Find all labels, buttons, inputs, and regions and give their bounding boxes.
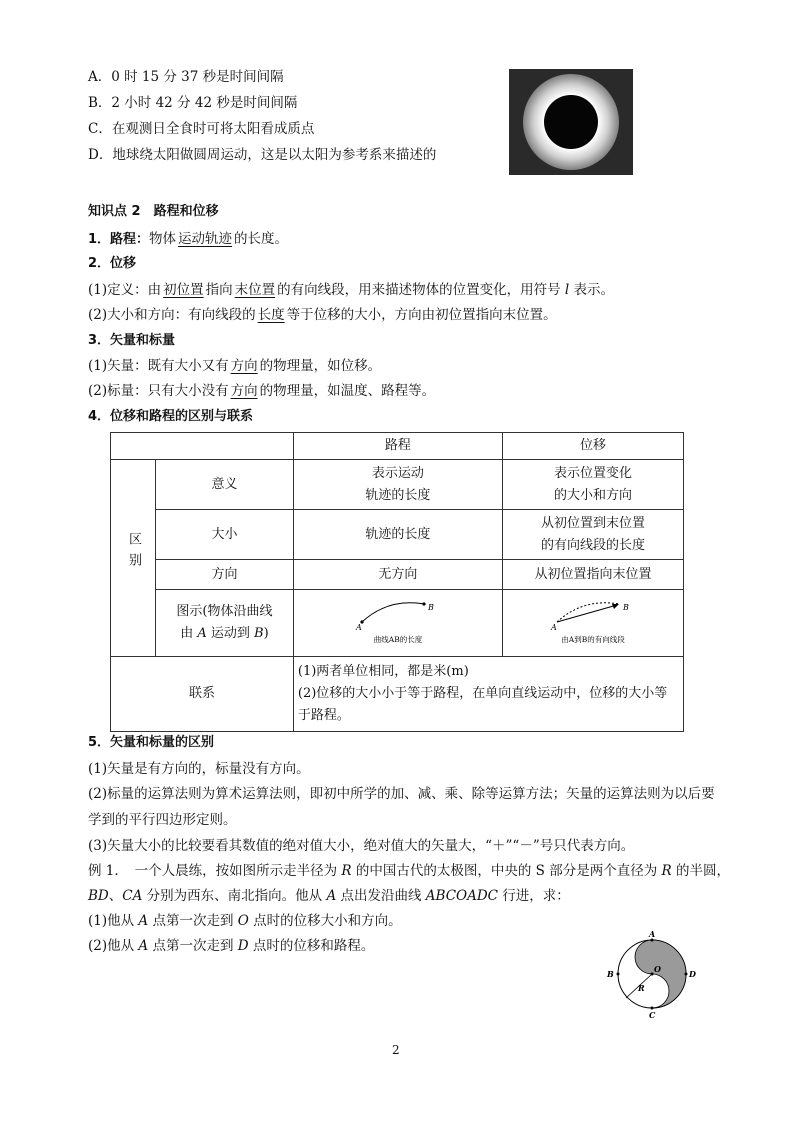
row-direction-path: 无方向 [293, 560, 502, 590]
section-4-heading: 4．位移和路程的区别与联系 [88, 409, 254, 424]
svg-text:C: C [649, 1010, 656, 1020]
row-meaning-path: 表示运动 轨迹的长度 [293, 460, 502, 510]
svg-text:D: D [689, 969, 696, 979]
svg-text:曲线AB的长度: 曲线AB的长度 [373, 635, 423, 644]
svg-text:A: A [649, 929, 656, 939]
section-2-heading: 2．位移 [88, 256, 137, 271]
option-d: D．地球绕太阳做圆周运动，这是以太阳为参考系来描述的 [88, 147, 437, 163]
option-a: A．0 时 15 分 37 秒是时间间隔 [88, 69, 284, 85]
header-path: 路程 [293, 433, 502, 460]
header-displacement: 位移 [502, 433, 683, 460]
option-c: C．在观测日全食时可将太阳看成质点 [88, 121, 315, 137]
section-5-heading: 5．矢量和标量的区别 [88, 735, 215, 750]
blank-trajectory: 运动轨迹 [178, 231, 233, 247]
row-meaning-disp: 表示位置变化 的大小和方向 [502, 460, 683, 510]
path-curve-diagram [348, 592, 448, 646]
diff-label: 区别 [111, 460, 156, 657]
row-direction-disp: 从初位置指向末位置 [502, 560, 683, 590]
relation-text: (1)两者单位相同，都是米(m) (2)位移的大小小于等于路程，在单向直线运动中，位移的大小等 于路程。 [293, 657, 683, 732]
moon-disk [544, 95, 598, 149]
table-corner [111, 433, 294, 460]
example-line-2: BD、CA 分别为西东、南北指向。他从 A 点出发沿曲线 ABCOADC 行进，求： [88, 888, 570, 904]
section-3-heading: 3．矢量和标量 [88, 333, 176, 348]
row-size-label: 大小 [156, 510, 294, 560]
section-3-vector: (1)矢量：既有大小又有 方向 的物理量，如位移。 [88, 358, 382, 374]
section-5-p2b: 学到的平行四边形定则。 [88, 812, 237, 828]
row-diagram-disp [502, 590, 683, 657]
svg-text:B: B [622, 603, 629, 612]
svg-text:R: R [638, 983, 645, 993]
row-direction-label: 方向 [156, 560, 294, 590]
row-diagram-path [293, 590, 502, 657]
section-5-p2a: (2)标量的运算法则为算术运算法则，即初中所学的加、减、乘、除等运算方法；矢量的运算法则为以后要 [88, 786, 715, 802]
svg-text:由A到B的有向线段: 由A到B的有向线段 [561, 635, 625, 644]
example-question-2: (2)他从 A 点第一次走到 D 点时的位移和路程。 [88, 938, 375, 954]
page-number: 2 [392, 1043, 400, 1057]
solar-eclipse-image [509, 69, 633, 175]
relation-label: 联系 [111, 657, 294, 732]
section-2-magnitude: (2)大小和方向：有向线段的 长度 等于位移的大小，方向由初位置指向末位置。 [88, 307, 557, 323]
row-diagram-label: 图示(物体沿曲线 由 A 运动到 B) [156, 590, 294, 657]
example-line-1: 例 1． 一个人晨练，按如图所示走半径为 R 的中国古代的太极图，中央的 S 部分是两个直径为 R 的半圆， [88, 863, 730, 879]
option-b: B．2 小时 42 分 42 秒是时间间隔 [88, 95, 298, 111]
row-meaning-label: 意义 [156, 460, 294, 510]
section-1-path: 1．路程：物体 运动轨迹 的长度。 [88, 231, 289, 247]
row-size-disp: 从初位置到末位置 的有向线段的长度 [502, 510, 683, 560]
section-5-p1: (1)矢量是有方向的，标量没有方向。 [88, 761, 310, 777]
svg-text:B: B [427, 603, 434, 612]
taiji-diagram [594, 929, 712, 1022]
knowledge-title: 知识点 2 路程和位移 [88, 204, 219, 219]
svg-text:B: B [607, 969, 614, 979]
comparison-table [110, 432, 684, 732]
svg-text:A: A [550, 623, 557, 632]
section-3-scalar: (2)标量：只有大小没有 方向 的物理量，如温度、路程等。 [88, 383, 436, 399]
row-size-path: 轨迹的长度 [293, 510, 502, 560]
section-2-definition: (1)定义：由 初位置 指向 末位置 的有向线段，用来描述物体的位置变化，用符号 l 表示。 [88, 282, 615, 298]
example-question-1: (1)他从 A 点第一次走到 O 点时的位移大小和方向。 [88, 913, 402, 929]
displacement-vector-diagram [543, 592, 643, 646]
svg-text:A: A [355, 623, 362, 632]
svg-text:O: O [654, 964, 661, 974]
section-5-p3: (3)矢量大小的比较要看其数值的绝对值大小，绝对值大的矢量大，“＋”“－”号只代表方向。 [88, 838, 635, 854]
